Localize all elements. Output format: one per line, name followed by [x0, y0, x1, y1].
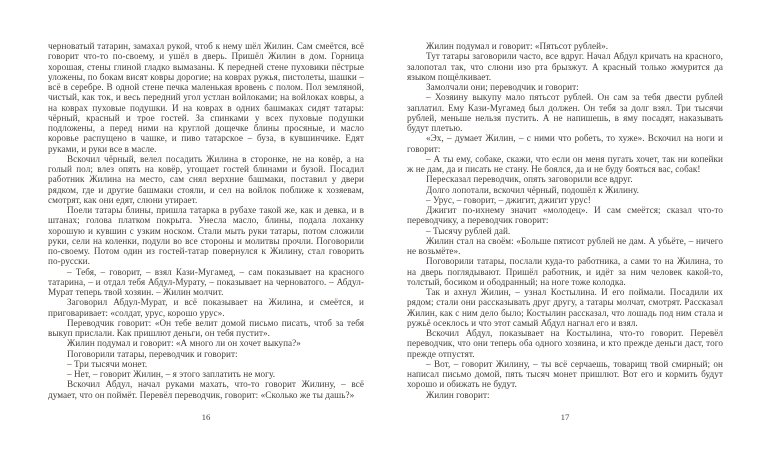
page-text-column: [48, 41, 364, 400]
paragraph: Переводчик говорит: «Он тебе велит домой письмо писать, чтоб за тебя выкуп прислали. Как пришлют деньги, он тебя пустит».: [48, 317, 364, 338]
paragraph: черноватый татарин, замахал рукой, чтоб к нему шёл Жилин. Сам смеётся, всё говорит что-то по-своему, и ушёл в дверь. Пришёл Жилин в дом. Горница хорошая, стены глиной гладко вымазаны. К передней стене пуховики пёстрые уложены, по бокам висят ковры дорогие; на коврах ружья, пистолеты, шашки – всё в серебре. В одной стене печка маленькая вровень с полом. Пол земляной, чистый, как ток, и весь передний угол устлан войлоками; на войлоках ковры, а на коврах пуховые подушки. И на коврах в одних башмаках сидят татары: чёрный, красный и трое гостей. За спинками у всех пуховые подушки подложены, а перед ними на круглой дощечке блины просяные, и масло коровье распущено в чашке, и пиво татарское – буза, в кувшинчике. Едят руками, и руки все в масле.: [48, 41, 364, 154]
paragraph: – Урус, – говорит, – джигит, джигит урус!: [426, 194, 591, 205]
paragraph: Замолчали они; переводчик и говорит:: [426, 82, 579, 92]
page-number: 16: [201, 412, 211, 422]
paragraph: – Три тысячи монет.: [67, 358, 148, 369]
paragraph: – А ты ему, собаке, скажи, что если он меня пугать хочет, так ни копейки ж не дам, да и писать не стану. Не боялся, да и не буду бояться вас, собак!: [407, 153, 723, 174]
paragraph: – Тебя, – говорит, – взял Кази-Мугамед, – сам показывает на красного татарина, – и отдал тебя Абдул-Мурату, – показывает на черноватого. – Абдул-Мурат теперь твой хозяин. – Жилин молчит.: [48, 266, 364, 297]
paragraph: Вскочил Абдул, показывает на Костылина, что-то говорит. Перевёл переводчик, что они теперь оба одного хозяина, и кто прежде деньги даст, того прежде отпустят.: [407, 328, 723, 359]
paragraph: Жилин подумал и говорит: «Пятьсот рублей».: [426, 41, 609, 51]
paragraph: Вскочил Абдул, начал руками махать, что-то говорит Жилину, – всё думает, что он поймёт. Перевёл переводчик, говорит: «Сколько же ты дашь?»: [48, 379, 364, 400]
paragraph: Жилин говорит:: [426, 389, 490, 400]
paragraph: Джигит по-ихнему значит «молодец». И сам смеётся; сказал что-то переводчику, а переводчик говорит:: [407, 205, 723, 226]
page-text-column: [407, 41, 723, 400]
paragraph: Долго лопотали, вскочил чёрный, подошёл к Жилину.: [426, 184, 640, 195]
paragraph: Пересказал переводчик, опять заговорили все вдруг.: [426, 174, 633, 185]
paragraph: Тут татары заговорили часто, все вдруг. Начал Абдул кричать на красного, залопотал так, что слюни изо рта брызжут. А красный только жмурится да языком пощёлкивает.: [407, 51, 723, 82]
paragraph: «Эх, – думает Жилин, – с ними что робеть, то хуже». Вскочил на ноги и говорит:: [407, 133, 723, 154]
paragraph: Поговорили татары, послали куда-то работника, а сами то на Жилина, то на дверь поглядывают. Пришёл работник, и идёт за ним человек какой-то, толстый, босиком и ободранный; на ноге тоже колодка.: [407, 256, 723, 287]
paragraph: – Тысячу рублей дай.: [426, 225, 511, 236]
page-number: 17: [560, 412, 570, 422]
paragraph: – Хозяину выкупу мало пятьсот рублей. Он сам за тебя двести рублей заплатил. Ему Кази-Мугамед был должен. Он тебя за долг взял. Три тысячи рублей, меньше нельзя пустить. А не напишешь, в яму посадят, наказывать будут плетью.: [407, 92, 723, 133]
paragraph: Вскочил чёрный, велел посадить Жилина в сторонке, не на ковёр, а на голый пол; влез опять на ковёр, угощает гостей блинами и бузой. Посадил работник Жилина на место, сам снял верхние башмаки, поставил у двери рядком, где и другие башмаки стояли, и сел на войлок поближе к хозяевам, смотрят, как они едят, слюни утирает.: [48, 153, 364, 205]
paragraph: Поговорили татары, переводчик и говорит:: [67, 348, 238, 359]
paragraph: – Нет, – говорит Жилин, – я этого заплатить не могу.: [67, 369, 276, 379]
paragraph: Жилин подумал и говорит: «А много ли он хочет выкупа?»: [67, 338, 301, 349]
paragraph: Жилин стал на своём: «Больше пятисот рублей не дам. А убьёте, – ничего не возьмёте».: [407, 235, 723, 256]
paragraph: Заговорил Абдул-Мурат, и всё показывает на Жилина, и смеётся, и приговаривает: «солдат, урус, корошо урус».: [48, 297, 364, 318]
paragraph: Поели татары блины, пришла татарка в рубахе такой же, как и девка, и в штанах; голова платком покрыта. Унесла масло, блины, подала лоханку хорошую и кувшин с узким носком. Стали мыть руки татары, потом сложили руки, сели на коленки, подули во все стороны и молитвы прочли. Поговорили по-своему. Потом один из гостей-татар повернулся к Жилину, стал говорить по-русски.: [48, 205, 364, 267]
page-right: [385, 0, 770, 464]
paragraph: – Вот, – говорит Жилину, – ты всё серчаешь, товарищ твой смирный; он написал письмо домой, пять тысяч монет пришлют. Вот его и кормить будут хорошо и обижать не будут.: [407, 358, 723, 390]
paragraph: Так и ахнул Жилин, – узнал Костылина. И его поймали. Посадили их рядом; стали они рассказывать друг другу, а татары молчат, смотрят. Рассказал Жилин, как с ним дело было; Костылин рассказал, что лошадь под ним стала и ружьё осеклось и что этот самый Абдул нагнал его и взял.: [407, 287, 723, 328]
